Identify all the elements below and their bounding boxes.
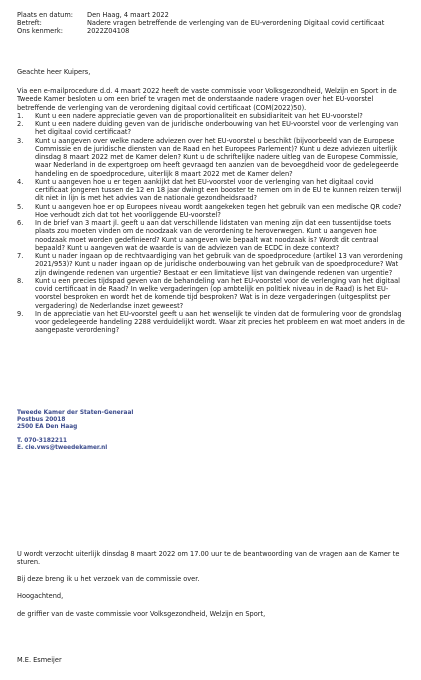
question-text: Kunt u een precies tijdspad geven van de behandeling van het EU-voorstel voor de verlenging van het digitaal covid certificaat in de Raad? In welke vergaderingen (op ambtelijk en politiek niveau in de Raad) is het EU-voorstel besproken en wordt het de komende tijd besproken? Wat is in deze vergaderingen (uitgesplitst per vergadering) de Nederlandse inzet geweest? (35, 276, 400, 310)
meta-value: Den Haag, 4 maart 2022 (87, 11, 169, 19)
question-number: 9. (17, 309, 24, 318)
signatory-name: M.E. Esmeijer (17, 656, 62, 664)
sender-address-block (17, 410, 133, 452)
sender-email: E. cie.vws@tweedekamer.nl (17, 444, 108, 451)
question-number: 2. (17, 120, 24, 128)
question-number: 7. (17, 252, 24, 260)
transfer-sentence: Bij deze breng ik u het verzoek van de commissie over. (17, 575, 200, 583)
question-item (17, 178, 405, 203)
intro-paragraph: Via een e-mailprocedure d.d. 4 maart 2022 heeft de vaste commissie voor Volksgezondheid, Welzijn en Sport in de Tweede Kamer besloten u om een brief te vragen met de onderstaande nadere vragen over het EU-voorstel betreffende de verlenging van de verordening digitaal covid certificaat (COM(2022)50). (17, 87, 397, 112)
question-item (17, 137, 405, 178)
question-number: 1. (17, 111, 24, 120)
question-number: 8. (17, 276, 24, 285)
question-item (17, 277, 405, 310)
question-text: Kunt u een nadere duiding geven van de juridische onderbouwing van het EU-voorstel voor de verlenging van het digitaal covid certificaat? (35, 120, 399, 137)
signatory-role: de griffier van de vaste commissie voor Volksgezondheid, Welzijn en Sport, (17, 610, 266, 618)
question-item (17, 310, 405, 335)
question-text: Kunt u een nadere appreciatie geven van de proportionaliteit en subsidiariteit van het EU-voorstel? (35, 111, 363, 120)
sender-postbus: Postbus 20018 (17, 417, 66, 424)
question-text: Kunt u aangeven hoe u er tegen aankijkt dat het EU-voorstel voor de verlenging van het digitaal covid certificaat jongeren tussen de 12 en 18 jaar dwingt een booster te nemen om in de EU te kunnen reizen terwijl dit niet in lijn is met het advies van de nationale gezondheidsraad? (35, 177, 402, 203)
letter-body (17, 87, 405, 335)
question-item (17, 120, 405, 137)
meta-label: Plaats en datum: (17, 11, 73, 19)
question-item (17, 219, 405, 252)
meta-label: Ons kenmerk: (17, 27, 63, 36)
closing: Hoogachtend, (17, 592, 64, 600)
meta-label: Betreft: (17, 19, 42, 28)
question-text: Kunt u aangeven hoe er op Europees niveau wordt aangekeken tegen het gebruik van een medische QR code? Hoe verhoudt zich dat tot het voorliggende EU-voorstel? (35, 202, 402, 219)
question-number: 4. (17, 177, 24, 186)
letter-meta (17, 11, 387, 36)
question-text: In de appreciatie van het EU-voorstel geeft u aan het wenselijk te vinden dat de formulering voor de grondslag voor gedelegeerde handeling 2288 verduidelijkt wordt. Waar zit precies het probleem en wat moet anders in de aangepaste verordening? (35, 309, 405, 335)
meta-row-reference (17, 27, 387, 35)
salutation: Geachte heer Kuipers, (17, 68, 91, 76)
meta-value: 2022Z04108 (87, 27, 130, 36)
question-number: 3. (17, 136, 24, 145)
question-number: 6. (17, 219, 24, 227)
question-item (17, 252, 405, 277)
sender-phone: T. 070-3182211 (17, 437, 68, 444)
page-gap (0, 483, 421, 530)
question-item (17, 203, 405, 220)
sender-org: Tweede Kamer der Staten-Generaal (17, 410, 134, 416)
deadline-request: U wordt verzocht uiterlijk dinsdag 8 maart 2022 om 17.00 uur te de beantwoording van de vragen aan de Kamer te sturen. (17, 550, 400, 567)
letter-page-2 (0, 530, 421, 680)
meta-row-date (17, 11, 387, 19)
question-number: 5. (17, 202, 24, 211)
meta-row-subject (17, 19, 387, 27)
meta-value: Nadere vragen betreffende de verlenging van de EU-verordening Digitaal covid certificaat (87, 19, 385, 28)
question-item (17, 112, 405, 120)
question-text: Kunt u nader ingaan op de rechtvaardiging van het gebruik van de spoedprocedure (artikel 13 van verordening 2021/953)? Kunt u nader ingaan op de juridische onderbouwing van het gebruik van de spoedprocedure? Wat zijn dwingende redenen van urgentie? Bestaat er een limitatieve lijst van dwingende redenen van urgentie? (35, 252, 403, 277)
question-text: Kunt u aangeven over welke nadere adviezen over het EU-voorstel u beschikt (bijvoorbeeld van de Europese Commissie en de juridische diensten van de Raad en het Europees Parlement)? Kunt u deze adviezen uiterlijk dinsdag 8 maart 2022 met de Kamer delen? Kunt u de schriftelijke nadere uitleg van de Europese Commissie, waar Nederland in de expertgroep om heeft gevraagd ten aanzien van de bevoegdheid voor de gedelegeerde handeling en de spoedprocedure, uiterlijk 8 maart 2022 met de Kamer delen? (35, 136, 399, 178)
question-text: In de brief van 3 maart jl. geeft u aan dat verschillende lidstaten van mening zijn dat een tussentijdse toets plaats zou moeten vinden om de noodzaak van de verordening te heroverwegen. Kunt u aangeven hoe noodzaak moet worden gedefinieerd? Kunt u aangeven wie bepaalt wat noodzaak is? Wordt dit centraal bepaald? Kunt u aangeven wat de waarde is van de adviezen van de ECDC in deze context? (35, 219, 392, 252)
sender-city: 2500 EA Den Haag (17, 424, 78, 431)
